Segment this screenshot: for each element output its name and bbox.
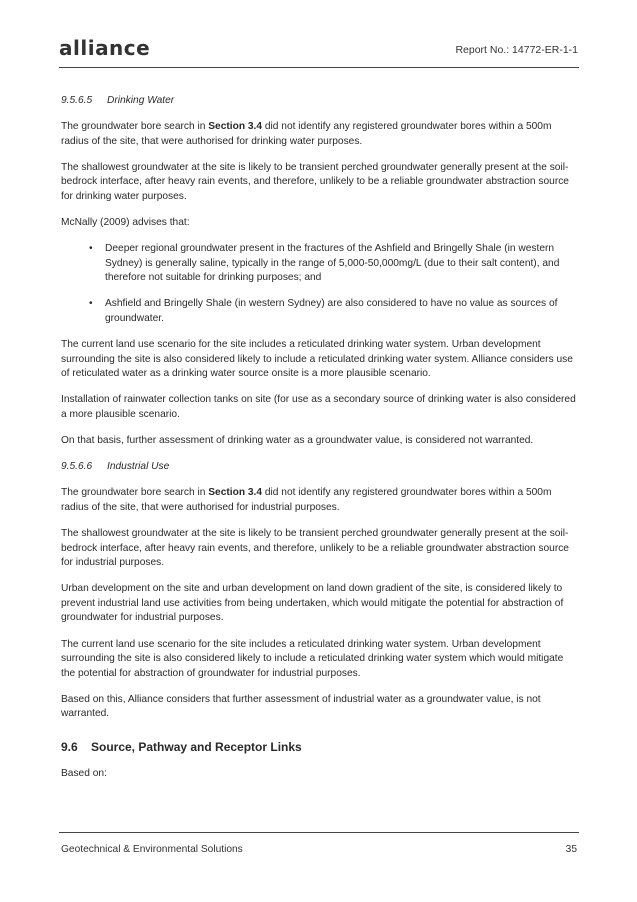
list-item-text: Ashfield and Bringelly Shale (in western Sydney) are also considered to have no value as sources of groundwater. [105, 298, 558, 325]
paragraph: On that basis, further assessment of drinking water as a groundwater value, is considered not warranted. [61, 435, 534, 447]
list-item-text: Deeper regional groundwater present in the fractures of the Ashfield and Bringelly Shale (in western Sydney) is generally saline, typically in the range of 5,000-50,000mg/L (due to their salt content), and therefore not suitable for drinking purposes; and [105, 243, 560, 284]
report-number: Report No.: 14772-ER-1-1 [455, 44, 578, 56]
text-run: did not identify any registered groundwater bores within a 500m radius of the site, that were authorised for drinking water purposes. [61, 121, 552, 147]
page-body [61, 94, 578, 793]
text-run: The groundwater bore search in [61, 487, 209, 499]
bullet-icon: • [89, 243, 93, 255]
company-logo: alliance [59, 36, 151, 60]
section-number: 9.6 [61, 740, 78, 754]
section-heading-links [61, 740, 578, 755]
bullet-icon: • [89, 298, 93, 310]
paragraph: Installation of rainwater collection tanks on site (for use as a secondary source of drinking water is also considered a more plausible scenario. [61, 394, 576, 420]
paragraph: The shallowest groundwater at the site is likely to be transient perched groundwater generally present at the soil-bedrock interface, after heavy rain events, and therefore, unlikely to be a reliable groundwater abstraction source for drinking water purposes. [61, 161, 569, 202]
subsection-heading-industrial-use [61, 460, 578, 475]
paragraph: The current land use scenario for the site includes a reticulated drinking water system. Urban development surrounding the site is also considered likely to include a reticulated drinking water system. Alliance considers use of reticulated water as a drinking water source onsite is a more plausible scenario. [61, 339, 573, 380]
subsection-number: 9.5.6.6 [61, 461, 93, 473]
section-title: Source, Pathway and Receptor Links [91, 740, 302, 754]
paragraph: Urban development on the site and urban development on land down gradient of the site, is considered likely to prevent industrial land use activities from being undertaken, which would mitigate the potential for abstraction of groundwater for industrial purposes. [61, 583, 564, 624]
footer-divider [59, 832, 579, 833]
text-run: The groundwater bore search in [61, 121, 209, 133]
list-item [61, 297, 578, 326]
footer-company: Geotechnical & Environmental Solutions [61, 844, 243, 855]
text-run: did not identify any registered groundwater bores within a 500m radius of the site, that were authorised for industrial purposes. [61, 487, 552, 513]
subsection-heading-drinking-water [61, 94, 578, 109]
paragraph: The current land use scenario for the site includes a reticulated drinking water system. Urban development surrounding the site is also considered likely to include a reticulated drinking water system which would mitigate the potential for abstraction of groundwater for industrial purposes. [61, 638, 564, 679]
list-item [61, 242, 578, 286]
section-reference: Section 3.4 [208, 121, 263, 133]
paragraph: Based on this, Alliance considers that further assessment of industrial water as a groundwater value, is not warranted. [61, 693, 541, 720]
page-number: 35 [565, 844, 577, 855]
paragraph: Based on: [61, 767, 107, 779]
subsection-title: Drinking Water [107, 95, 175, 106]
bullet-list [61, 242, 578, 326]
paragraph [61, 120, 578, 149]
section-reference: Section 3.4 [208, 487, 263, 499]
subsection-number: 9.5.6.5 [61, 95, 93, 106]
paragraph [61, 486, 578, 515]
subsection-title: Industrial Use [107, 461, 170, 473]
paragraph: The shallowest groundwater at the site is likely to be transient perched groundwater generally present at the soil-bedrock interface, after heavy rain events, and therefore, unlikely to be a reliable groundwater abstraction source for industrial purposes. [61, 527, 569, 569]
paragraph: McNally (2009) advises that: [61, 217, 190, 229]
header-divider [59, 67, 579, 68]
